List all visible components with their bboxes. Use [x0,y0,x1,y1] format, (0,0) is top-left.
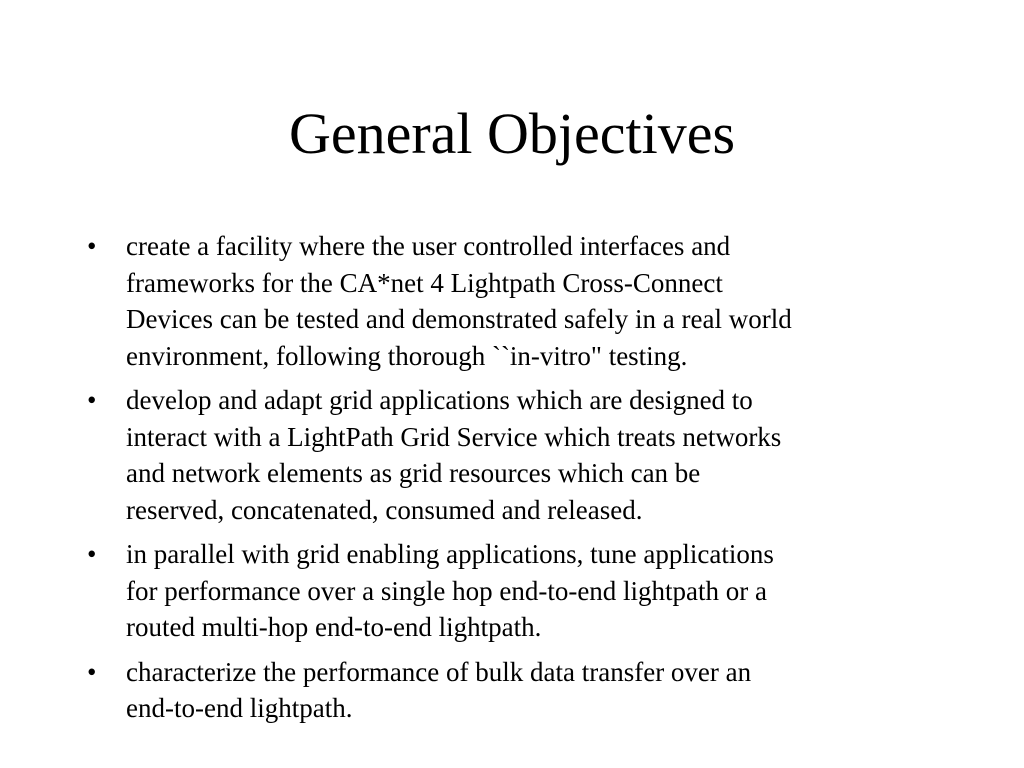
slide-title: General Objectives [288,101,736,166]
bullet-text-line: and network elements as grid resources which can be [126,458,701,488]
bullet-text-line: interact with a LightPath Grid Service which treats networks [126,421,782,452]
bullet-list [84,228,984,735]
bullet-icon: • [87,231,97,261]
bullet-text-line: environment, following thorough ``in-vitro" testing. [126,340,688,371]
bullet-text-line: reserved, concatenated, consumed and released. [126,494,643,525]
bullet-text-line: routed multi-hop end-to-end lightpath. [126,612,542,642]
bullet-item-1 [84,228,984,374]
bullet-icon: • [87,385,97,415]
bullet-text-line: create a facility where the user controlled interfaces and [126,231,731,261]
bullet-item-3 [84,536,984,646]
bullet-text-line: end-to-end lightpath. [126,693,353,723]
bullet-text-line: for performance over a single hop end-to-end lightpath or a [126,575,768,606]
bullet-text-line: frameworks for the CA*net 4 Lightpath Cross-Connect [126,267,723,298]
bullet-text-line: develop and adapt grid applications which are designed to [126,385,753,415]
bullet-text-line: in parallel with grid enabling applications, tune applications [126,539,774,569]
bullet-icon: • [87,656,97,687]
bullet-text-line: characterize the performance of bulk data transfer over an [126,656,752,687]
bullet-item-4 [84,654,984,727]
bullet-icon: • [87,539,97,569]
bullet-item-2 [84,382,984,528]
bullet-text-line: Devices can be tested and demonstrated safely in a real world [126,304,792,334]
